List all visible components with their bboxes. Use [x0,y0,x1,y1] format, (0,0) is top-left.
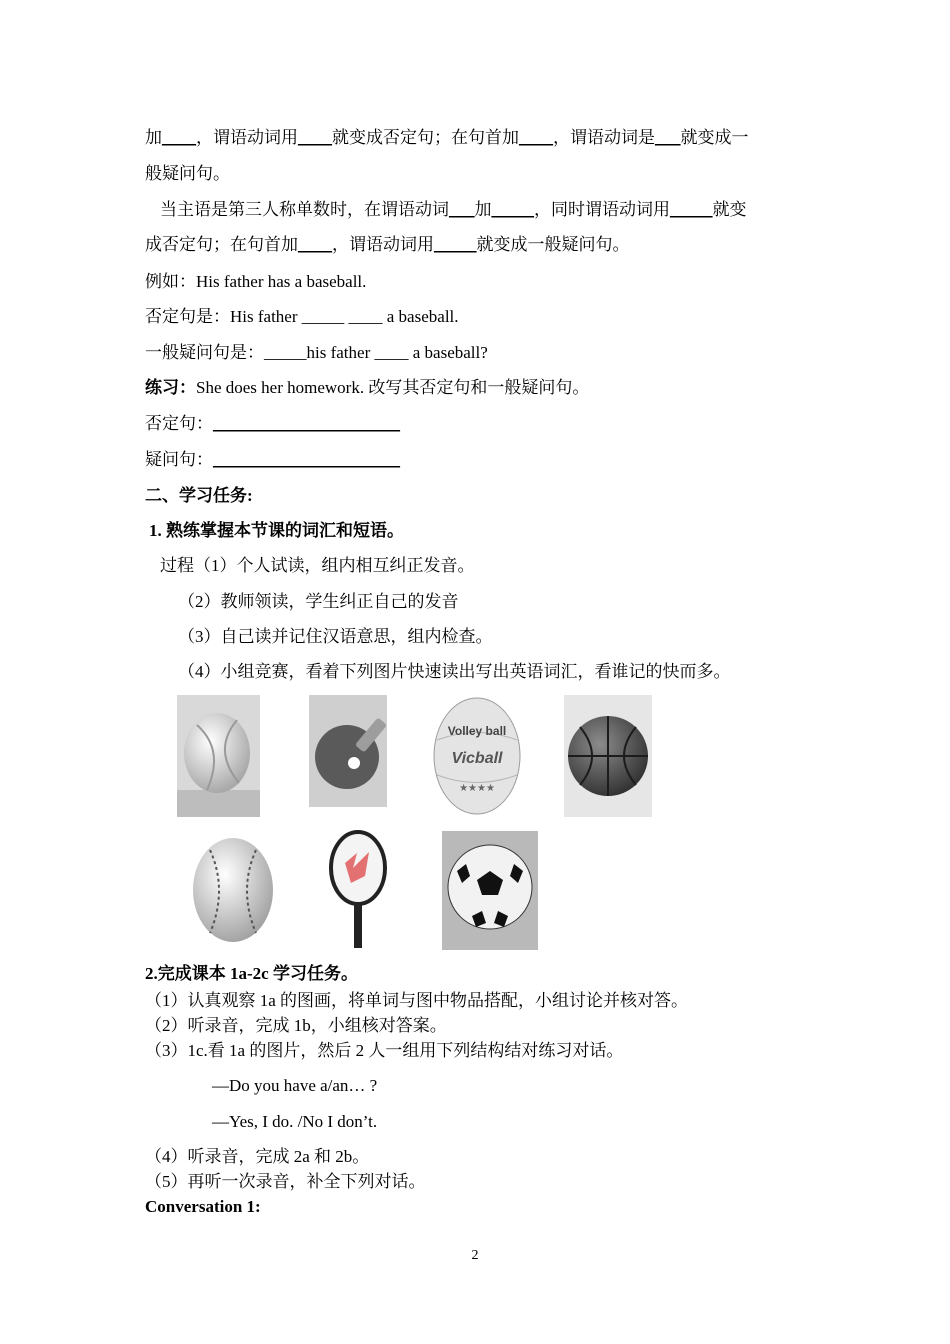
text: ，谓语动词用 [332,235,434,254]
step-4: （4）小组竞赛，看着下列图片快速读出写出英语词汇，看谁记的快而多。 [178,662,731,681]
text: 成否定句；在句首加 [145,235,298,254]
soccer-ball-image [442,831,538,950]
answer-blank[interactable]: ______________________ [213,450,400,469]
answer-blank[interactable]: ______________________ [213,414,400,433]
blank: _____ [434,235,477,254]
tennis-racket-image [327,828,390,950]
task-2-step-4: （4）听录音，完成 2a 和 2b。 [145,1147,370,1166]
example-sentence: His father has a baseball. [196,272,367,291]
dialog-line-1: —Do you have a/an… ? [212,1076,378,1095]
blank: ____ [519,128,553,147]
exercise-text: She does her homework. 改写其否定句和一般疑问句。 [196,378,590,397]
task-2-step-5: （5）再听一次录音，补全下列对话。 [145,1172,426,1191]
rule-line-1 [145,127,749,149]
exercise-question-line [145,449,400,471]
blank: ___ [449,200,475,219]
text: ，谓语动词是 [553,128,655,147]
question-label: 疑问句： [145,450,213,469]
baseball-image [188,828,283,950]
svg-text:★★★★: ★★★★ [459,783,495,794]
text: 当主语是第三人称单数时，在谓语动词 [160,200,449,219]
task-1-title: 1. 熟练掌握本节课的词汇和短语。 [149,521,404,540]
volleyball-logo-text: Vicball [451,750,503,767]
step-3: （3）自己读并记住汉语意思，组内检查。 [178,627,493,646]
question-example-line [145,342,488,364]
conversation-title: Conversation 1: [145,1197,261,1216]
blank: ____ [374,343,409,362]
text: ，谓语动词用 [196,128,298,147]
text: his father [306,343,375,362]
text: a baseball. [382,307,459,326]
text: 一般疑问句是： [145,343,264,362]
example-line [145,271,366,293]
text: ，同时谓语动词用 [534,200,670,219]
blank: ____ [298,235,332,254]
basketball-image [564,695,652,817]
text: 就变成否定句；在句首加 [332,128,519,147]
exercise-line [145,377,589,399]
page-number: 2 [471,1248,479,1263]
step-2: （2）教师领读，学生纠正自己的发音 [178,592,459,611]
text: a baseball? [408,343,488,362]
text: 加 [145,128,162,147]
volleyball-image [432,695,522,817]
exercise-label: 练习： [145,378,196,397]
exercise-negative-line [145,413,400,435]
negative-label: 否定句： [145,414,213,433]
task-2-title: 2.完成课本 1a-2c 学习任务。 [145,964,358,983]
ping-pong-bat-image [309,695,387,807]
dialog-line-2: —Yes, I do. /No I don’t. [212,1112,378,1131]
step-1: 过程（1）个人试读，组内相互纠正发音。 [160,556,475,575]
text: 就变 [712,200,747,219]
section-2-title: 二、学习任务: [145,486,253,505]
rule-line-4 [145,234,630,256]
blank: _____ [264,343,307,362]
rule-line-3 [160,199,747,221]
text: 就变成一般疑问句。 [476,235,630,254]
task-2-step-1: （1）认真观察 1a 的图画，将单词与图中物品搭配，小组讨论并核对答。 [145,991,689,1010]
volleyball-brand-text: Volley ball [447,724,507,738]
text: 否定句是：His father [145,307,302,326]
blank: ____ [162,128,196,147]
task-2-step-2: （2）听录音，完成 1b，小组核对答案。 [145,1016,447,1035]
text: 加 [474,200,492,219]
blank: ____ [348,307,383,326]
blank: ____ [298,128,332,147]
example-prefix: 例如： [145,272,196,291]
task-2-step-3: （3）1c.看 1a 的图片，然后 2 人一组用下列结构结对练习对话。 [145,1041,624,1060]
blank: _____ [301,307,345,326]
rule-line-2: 般疑问句。 [145,164,230,183]
blank: _____ [670,200,713,219]
negative-example-line [145,306,459,328]
tennis-ball-image [177,695,260,817]
blank: _____ [491,200,534,219]
blank: ___ [655,128,681,147]
text: 就变成一 [680,128,749,147]
